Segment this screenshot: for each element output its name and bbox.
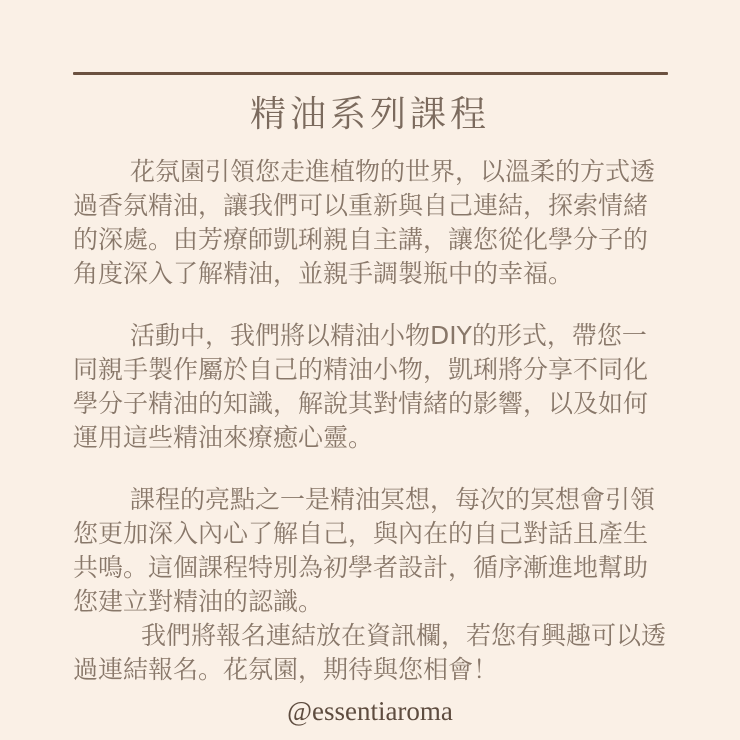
- paragraph-intro: 花氛園引領您走進植物的世界，以溫柔的方式透過香氛精油，讓我們可以重新與自己連結，探索情緒的深處。由芳療師凱琍親自主講，讓您從化學分子的角度深入了解精油，並親手調製瓶中的幸福。: [73, 157, 656, 288]
- social-handle: @essentiaroma: [287, 696, 453, 726]
- body-text: [73, 155, 669, 687]
- top-divider: [73, 72, 668, 75]
- paragraph-highlight: 課程的亮點之一是精油冥想，每次的冥想會引領您更加深入內心了解自己，與內在的自己對話且產生共鳴。這個課程特別為初學者設計，循序漸進地幫助您建立對精油的認識。: [73, 485, 656, 616]
- paragraph-activity: 活動中，我們將以精油小物DIY的形式，帶您一同親手製作屬於自己的精油小物，凱琍將分享不同化學分子精油的知識，解說其對情緒的影響，以及如何運用這些精油來療癒心靈。: [73, 321, 649, 452]
- paragraph-signup: 我們將報名連結放在資訊欄，若您有興趣可以透過連結報名。花氛園，期待與您相會！: [73, 621, 667, 684]
- page-title: 精油系列課程: [249, 94, 490, 135]
